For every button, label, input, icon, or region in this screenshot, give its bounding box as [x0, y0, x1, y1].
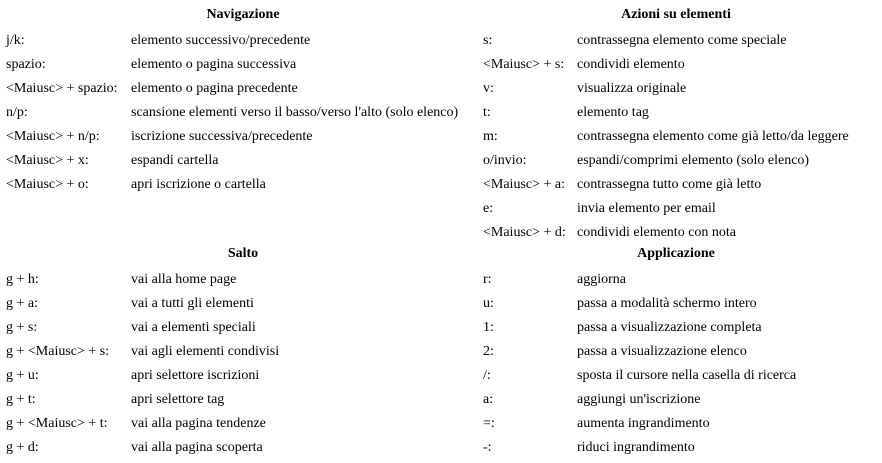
shortcut-description: vai agli elementi condivisi	[131, 344, 280, 359]
shortcut-key: 1:	[483, 320, 494, 335]
shortcut-key: <Maiusc> + a:	[483, 177, 566, 192]
shortcut-description: passa a visualizzazione elenco	[577, 344, 747, 359]
shortcut-description: passa a modalità schermo intero	[577, 296, 757, 311]
shortcut-description: contrassegna elemento come già letto/da leggere	[577, 129, 849, 144]
shortcut-description: sposta il cursore nella casella di ricerca	[577, 368, 797, 383]
application-title: Applicazione	[637, 246, 715, 261]
navigation-title: Navigazione	[206, 7, 280, 22]
shortcut-description: apri selettore tag	[131, 392, 225, 407]
shortcut-description: elemento o pagina successiva	[131, 57, 297, 72]
shortcut-row	[483, 436, 882, 460]
shortcut-description: apri selettore iscrizioni	[131, 368, 260, 383]
shortcut-key: u:	[483, 296, 494, 311]
shortcut-description: contrassegna elemento come speciale	[577, 33, 787, 48]
shortcut-description: vai a tutti gli elementi	[131, 296, 254, 311]
shortcut-key: g + a:	[6, 296, 38, 311]
shortcut-key: <Maiusc> + x:	[6, 153, 89, 168]
shortcut-key: r:	[483, 272, 492, 287]
shortcut-description: vai alla pagina scoperta	[131, 440, 263, 455]
shortcut-description: invia elemento per email	[577, 201, 716, 216]
shortcut-description: vai alla pagina tendenze	[131, 416, 266, 431]
shortcut-key: g + d:	[6, 440, 39, 455]
shortcut-description: condividi elemento	[577, 57, 685, 72]
shortcut-description: espandi cartella	[131, 153, 219, 168]
shortcut-row	[483, 268, 882, 292]
shortcut-key: <Maiusc> + d:	[483, 225, 566, 240]
shortcut-row	[483, 412, 882, 436]
shortcut-description: aumenta ingrandimento	[577, 416, 710, 431]
shortcut-description: aggiungi un'iscrizione	[577, 392, 701, 407]
shortcut-description: aggiorna	[577, 272, 626, 287]
shortcut-key: -:	[483, 440, 492, 455]
shortcut-key: j/k:	[6, 33, 25, 48]
shortcut-description: riduci ingrandimento	[577, 440, 695, 455]
shortcut-description: vai a elementi speciali	[131, 320, 256, 335]
shortcut-row	[483, 316, 882, 340]
shortcut-key: m:	[483, 129, 498, 144]
shortcut-row	[483, 364, 882, 388]
shortcut-row	[483, 340, 882, 364]
shortcut-description: elemento o pagina precedente	[131, 81, 298, 96]
shortcut-description: iscrizione successiva/precedente	[131, 129, 313, 144]
shortcut-description: espandi/comprimi elemento (solo elenco)	[577, 153, 810, 168]
shortcut-key: v:	[483, 81, 494, 96]
actions-title: Azioni su elementi	[621, 7, 731, 22]
shortcut-key: /:	[483, 368, 491, 383]
shortcut-key: g + s:	[6, 320, 38, 335]
shortcut-key: o/invio:	[483, 153, 527, 168]
shortcut-description: vai alla home page	[131, 272, 237, 287]
shortcut-description: contrassegna tutto come già letto	[577, 177, 762, 192]
shortcut-key: e:	[483, 201, 494, 216]
shortcut-key: g + h:	[6, 272, 39, 287]
shortcut-description: passa a visualizzazione completa	[577, 320, 762, 335]
shortcut-key: g + u:	[6, 368, 39, 383]
shortcut-key: g + <Maiusc> + t:	[6, 416, 108, 431]
shortcut-description: visualizza originale	[577, 81, 687, 96]
shortcut-description: elemento successivo/precedente	[131, 33, 311, 48]
shortcut-key: n/p:	[6, 105, 28, 120]
shortcut-key: <Maiusc> + o:	[6, 177, 89, 192]
shortcut-description: elemento tag	[577, 105, 649, 120]
shortcut-key: spazio:	[6, 57, 46, 72]
shortcut-key: g + t:	[6, 392, 36, 407]
shortcut-description: condividi elemento con nota	[577, 225, 737, 240]
shortcut-key: s:	[483, 33, 493, 48]
shortcut-key: <Maiusc> + n/p:	[6, 129, 100, 144]
shortcut-description: scansione elementi verso il basso/verso l'alto (solo elenco)	[131, 105, 459, 120]
shortcut-row	[483, 292, 882, 316]
shortcut-key: 2:	[483, 344, 494, 359]
shortcut-key: a:	[483, 392, 494, 407]
shortcut-key: g + <Maiusc> + s:	[6, 344, 110, 359]
shortcut-row	[483, 388, 882, 412]
shortcut-key: <Maiusc> + s:	[483, 57, 565, 72]
shortcut-key: <Maiusc> + spazio:	[6, 81, 118, 96]
shortcut-description: apri iscrizione o cartella	[131, 177, 266, 192]
shortcut-key: =:	[483, 416, 495, 431]
jump-title: Salto	[227, 246, 259, 261]
shortcut-key: t:	[483, 105, 491, 120]
